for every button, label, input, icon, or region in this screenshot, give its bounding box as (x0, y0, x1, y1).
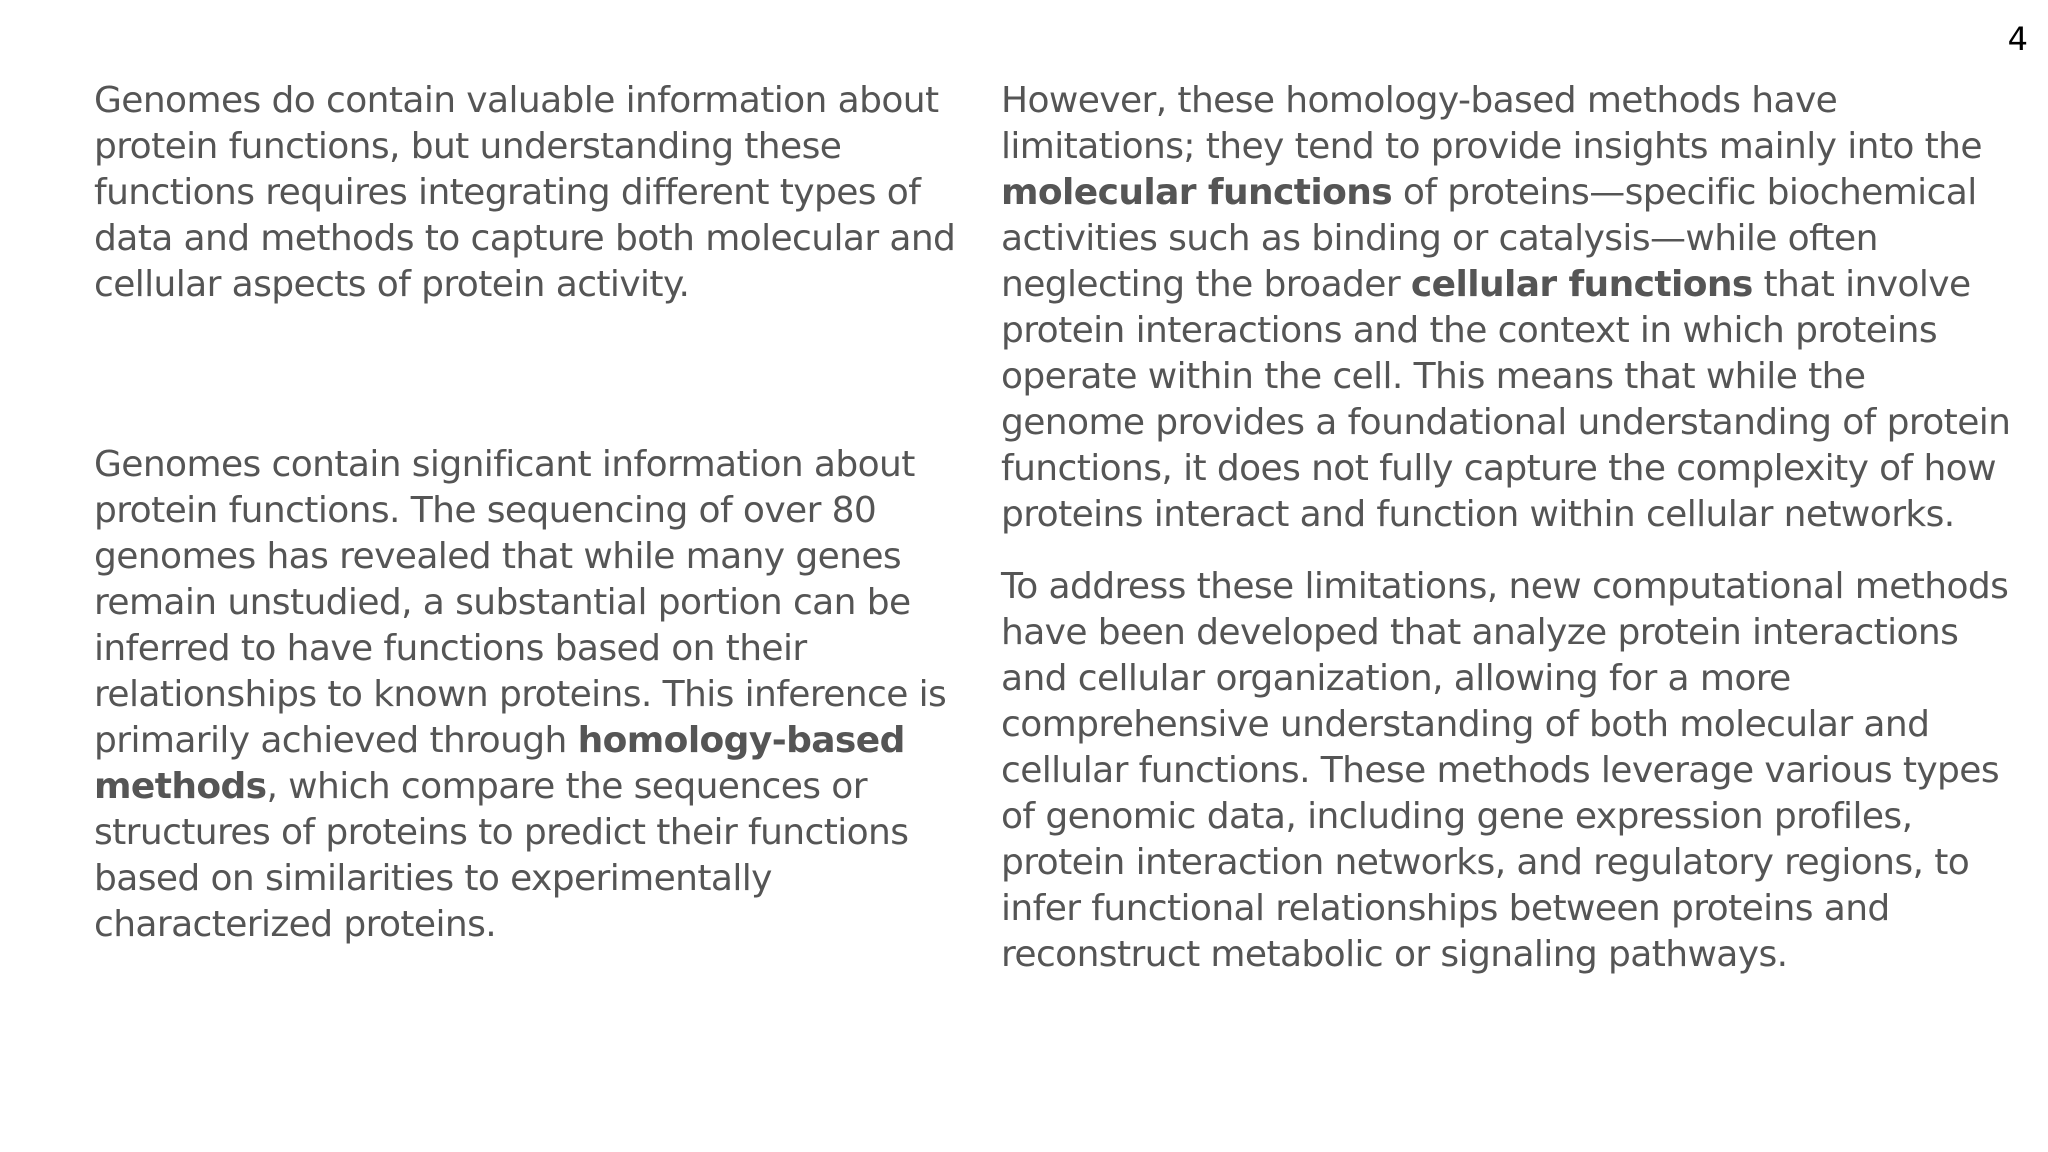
homology-methods-emphasis: homology-based methods (94, 720, 905, 807)
left-paragraph-2 (94, 442, 994, 948)
left-p2-text-before: Genomes contain significant information about protein functions. The sequencing of over 80 genomes has revealed that while many genes remain unstudied, a substantial portion can be inferred to have functions based on their relationships to known proteins. This inference is primarily achieved through (94, 444, 947, 761)
left-p2-text-after: , which compare the sequences or structures of proteins to predict their functions based on similarities to experimentally characterized proteins. (94, 766, 909, 945)
right-p1-text-2: of proteins—specific biochemical activities such as binding or catalysis—while often neglecting the broader (1001, 172, 1977, 305)
molecular-functions-emphasis: molecular functions (1001, 172, 1393, 213)
right-p1-text-3: that involve protein interactions and the context in which proteins operate within the cell. This means that while the genome provides a foundational understanding of protein functions, it does not fully capture the complexity of how proteins interact and function within cellular networks. (1001, 264, 2011, 535)
left-paragraph-1: Genomes do contain valuable information about protein functions, but understanding these functions requires integrating different types of data and methods to capture both molecular and cellular aspects of protein activity. (94, 80, 956, 305)
left-column (94, 78, 994, 948)
page-number: 4 (2007, 20, 2028, 58)
right-paragraph-2: To address these limitations, new computational methods have been developed that analyze protein interactions and cellular organization, allowing for a more comprehensive understanding of both molecular and cellular functions. These methods leverage various types of genomic data, including gene expression profiles, protein interaction networks, and regulatory regions, to infer functional relationships between proteins and reconstruct metabolic or signaling pathways. (1001, 566, 2009, 975)
right-p1-text-1: However, these homology-based methods have limitations; they tend to provide insights mainly into the (1001, 80, 1982, 167)
right-column (1001, 78, 2011, 978)
spacer (1001, 538, 2011, 564)
spacer (94, 308, 994, 442)
right-paragraph-1 (1001, 78, 2011, 538)
cellular-functions-emphasis: cellular functions (1410, 264, 1753, 305)
